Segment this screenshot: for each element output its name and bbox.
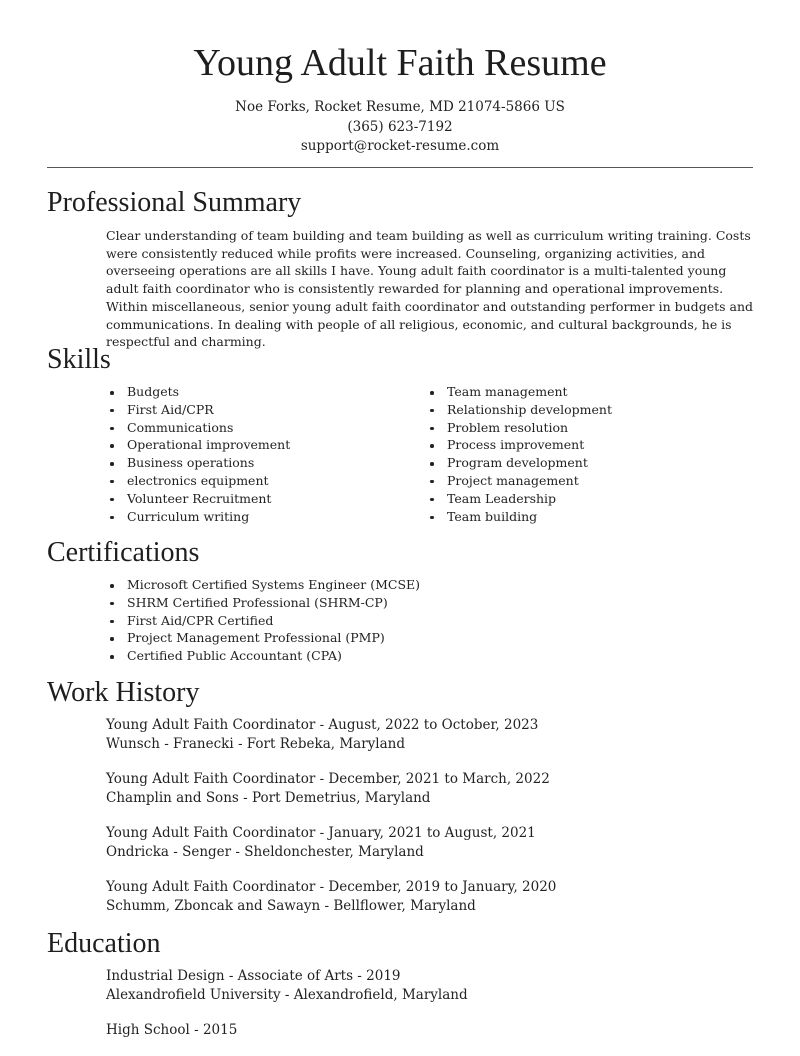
skill-item: electronics equipment [106,472,426,490]
degree-line: Industrial Design - Associate of Arts - 2019 [106,968,401,984]
skills-list [106,383,756,525]
skills-column-left [106,383,426,525]
email: support@rocket-resume.com [300,138,500,154]
job-company-line: Ondricka - Senger - Sheldonchester, Maryland [106,844,424,860]
work-history-heading: Work History [47,677,200,708]
job-title-line: Young Adult Faith Coordinator - December, 2019 to January, 2020 [106,879,557,895]
job-entry [106,824,756,862]
skill-item: Relationship development [426,401,746,419]
school-line: Alexandrofield University - Alexandrofield, Maryland [106,987,468,1003]
phone: (365) 623-7192 [347,118,453,135]
address: Noe Forks, Rocket Resume, MD 21074-5866 US [235,99,565,115]
education-entry [106,967,756,1005]
skill-item: Communications [106,419,426,437]
certification-item: SHRM Certified Professional (SHRM-CP) [106,594,756,612]
job-entry [106,716,756,754]
work-history-list [106,716,756,932]
job-title-line: Young Adult Faith Coordinator - December, 2021 to March, 2022 [106,771,550,787]
skills-heading: Skills [47,344,111,375]
skill-item: Team management [426,383,746,401]
certifications-heading: Certifications [47,537,200,568]
resume-title: Young Adult Faith Resume [193,42,607,84]
skill-item: Process improvement [426,436,746,454]
certification-item: Project Management Professional (PMP) [106,629,756,647]
skill-item: Project management [426,472,746,490]
skill-item: Business operations [106,454,426,472]
job-title-line: Young Adult Faith Coordinator - August, 2022 to October, 2023 [106,717,539,733]
skill-item: Operational improvement [106,436,426,454]
skill-item: Budgets [106,383,426,401]
skill-item: Team Leadership [426,490,746,508]
skill-item: Problem resolution [426,419,746,437]
certification-item: Microsoft Certified Systems Engineer (MCSE) [106,576,756,594]
education-entry [106,1021,756,1040]
education-heading: Education [47,928,161,959]
degree-line: High School - 2015 [106,1022,238,1038]
skill-item: First Aid/CPR [106,401,426,419]
header-divider [47,167,753,168]
skill-item: Program development [426,454,746,472]
contact-info [0,98,800,157]
summary-heading: Professional Summary [47,187,302,218]
summary-text: Clear understanding of team building and team building as well as curriculum writing training. Costs were consistently reduced while profits were increased. Counseling, organizing activities, and overseeing operations are all skills I have. Young adult faith coordinator is a multi-talented young adult faith coordinator who is consistently rewarded for planning and operational improvements. Within miscellaneous, senior young adult faith coordinator and outstanding performer in budgets and communications. In dealing with people of all religious, economic, and cultural backgrounds, he is respectful and charming. [106,228,754,350]
certification-item: Certified Public Accountant (CPA) [106,647,756,665]
certifications-list [106,576,756,665]
skill-item: Curriculum writing [106,508,426,526]
education-list [106,967,756,1056]
skills-column-right [426,383,746,525]
job-company-line: Wunsch - Franecki - Fort Rebeka, Maryland [106,736,405,752]
job-company-line: Schumm, Zboncak and Sawayn - Bellflower, Maryland [106,898,476,914]
job-company-line: Champlin and Sons - Port Demetrius, Maryland [106,790,431,806]
skill-item: Volunteer Recruitment [106,490,426,508]
job-title-line: Young Adult Faith Coordinator - January, 2021 to August, 2021 [106,825,536,841]
skill-item: Team building [426,508,746,526]
job-entry [106,770,756,808]
resume-header [0,0,800,157]
job-entry [106,878,756,916]
certification-item: First Aid/CPR Certified [106,612,756,630]
